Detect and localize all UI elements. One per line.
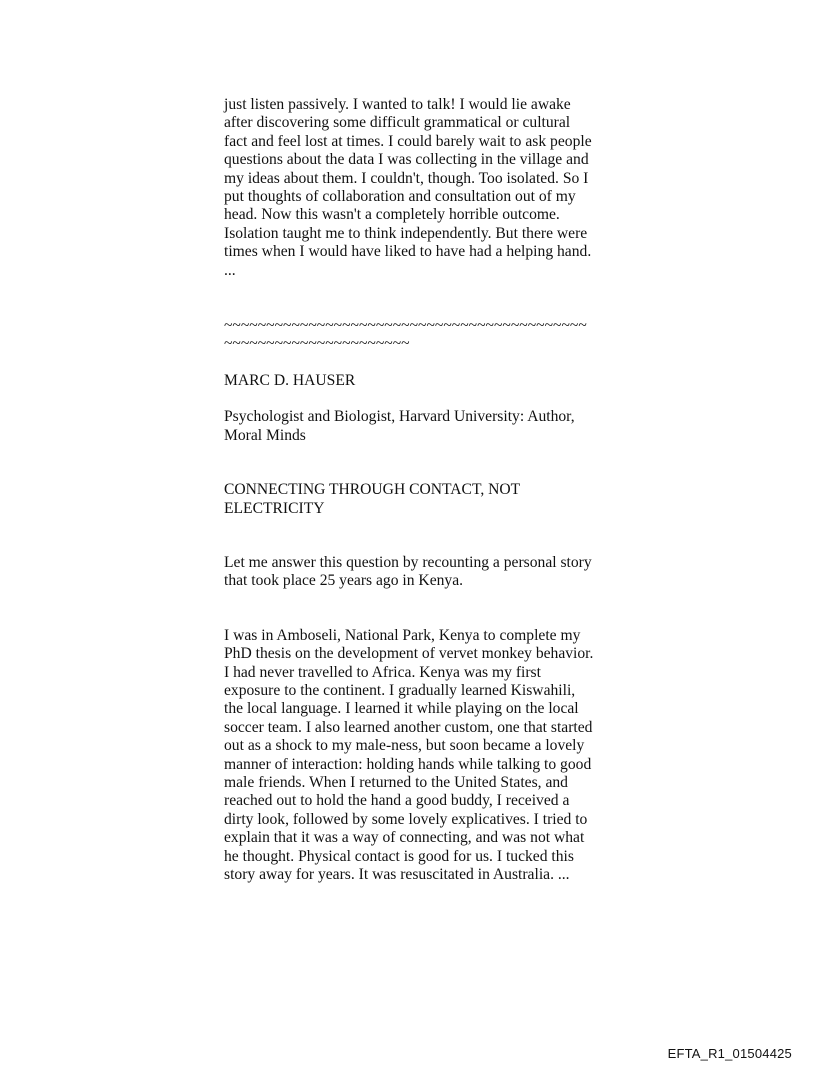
spacer: [224, 591, 596, 627]
document-body: [224, 96, 596, 884]
author-name: MARC D. HAUSER: [224, 371, 356, 389]
spacer: [224, 518, 596, 554]
section-separator: ~~~~~~~~~~~~~~~~~~~~~~~~~~~~~~~~~~~~~~~~~~~~~~~~~~~~~~~~~~~~~~~~~: [224, 317, 587, 353]
document-id-footer: EFTA_R1_01504425: [667, 1046, 792, 1061]
author-bio: Psychologist and Biologist, Harvard University: Author, Moral Minds: [224, 408, 575, 444]
essay-paragraph-1: Let me answer this question by recounting a personal story that took place 25 years ago in Kenya.: [224, 553, 592, 590]
spacer: [224, 280, 596, 317]
spacer: [224, 445, 596, 481]
essay-paragraph-2: I was in Amboseli, National Park, Kenya to complete my PhD thesis on the development of vervet monkey behavior. I had never travelled to Africa. Kenya was my first exposure to the continent. I gradually learned Kiswahili, the local language. I learned it while playing on the local soccer team. I also learned another custom, one that started out as a shock to my male-ness, but soon became a lovely manner of interaction: holding hands while talking to good male friends. When I returned to the United States, and reached out to hold the hand a good buddy, I received a dirty look, followed by some lovely explicatives. I tried to explain that it was a way of connecting, and was not what he thought. Physical contact is good for us. I tucked this story away for years. It was resuscitated in Australia. ...: [224, 626, 594, 883]
intro-paragraph: just listen passively. I wanted to talk! I would lie awake after discovering some difficult grammatical or cultural fact and feel lost at times. I could barely wait to ask people questions about the data I was collecting in the village and my ideas about them. I couldn't, though. Too isolated. So I put thoughts of collaboration and consultation out of my head. Now this wasn't a completely horrible outcome. Isolation taught me to think independently. But there were times when I would have liked to have had a helping hand. ...: [224, 96, 592, 279]
spacer: [224, 390, 596, 408]
essay-title: CONNECTING THROUGH CONTACT, NOT ELECTRICITY: [224, 481, 520, 517]
spacer: [224, 354, 596, 372]
